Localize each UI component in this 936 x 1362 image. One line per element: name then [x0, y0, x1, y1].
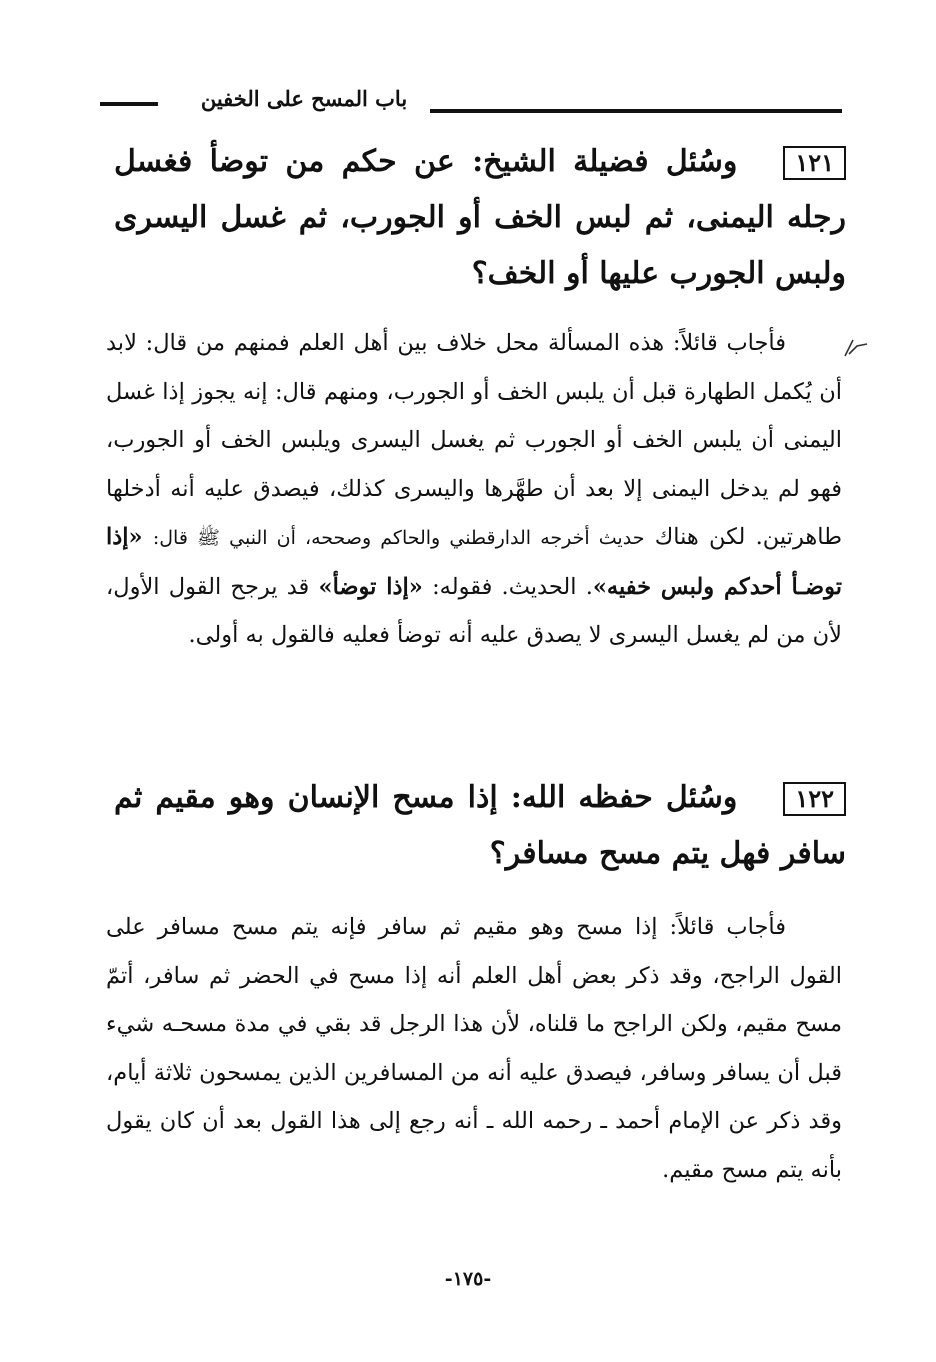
answer-121-part1: فأجاب قائلاً: هذه المسألة محل خلاف بين أهل العلم فمنهم من قال: لابد أن يُكمل الطهارة قبل أن يلبس الخف أو الجورب، ومنهم قال: إنه يجوز إذا غسل اليمنى أن يلبس الخف أو الجورب ثم يغسل اليسرى ويلبس الخف أو الجورب، فهو لم يدخل اليمنى إلا بعد أن طهَّرها واليسرى كذلك، فيصدق عليه أنه أدخلها طاهرتين. لكن هناك — [106, 330, 843, 550]
answer-121-part2: . الحديث. فقوله: — [432, 573, 593, 600]
question-text-122: وسُئل حفظه الله: إذا مسح الإنسان وهو مقيم ثم سافر فهل يتم مسح مسافر؟ — [114, 780, 846, 871]
hadith-text: «إذا توضـأ أحدكم ولبس خفيه» — [106, 524, 842, 600]
question-number-122: ١٢٢ — [783, 782, 846, 816]
question-121 — [114, 134, 846, 302]
header-rule-right — [430, 109, 842, 113]
question-text-121: وسُئل فضيلة الشيخ: عن حكم من توضأ فغسل رجله اليمنى، ثم لبس الخف أو الجورب، ثم غسل اليسرى ولبس الجورب عليها أو الخف؟ — [114, 144, 846, 291]
page-header — [100, 82, 842, 122]
question-number-121: ١٢١ — [783, 146, 846, 180]
answer-121-part3: قد يرجح القول الأول، لأن من لم يغسل اليسرى لا يصدق عليه أنه توضأ فعليه فالقول به أولى. — [106, 573, 842, 648]
chapter-title: باب المسح على الخفين — [200, 86, 408, 111]
hadith-source: حديث أخرجه الدارقطني والحاكم وصححه، أن النبي ﷺ قال: — [152, 527, 645, 549]
answer-121 — [106, 319, 842, 660]
question-122 — [114, 770, 846, 882]
answer-122-text: فأجاب قائلاً: إذا مسح وهو مقيم ثم سافر فإنه يتم مسح مسافر على القول الراجح، وقد ذكر بعض أهل العلم أنه إذا مسح في الحضر ثم سافر، أتمّ مسح مقيم، ولكن الراجح ما قلناه، لأن هذا الرجل قد بقي في مدة مسحـه شيء قبل أن يسافر وسافر، فيصدق عليه أنه من المسافرين الذين يمسحون ثلاثة أيام، وقد ذكر عن الإمام أحمد ـ رحمه الله ـ أنه رجع إلى هذا القول بعد أن كان يقول بأنه يتم مسح مقيم. — [106, 914, 842, 1183]
margin-pen-mark-icon — [843, 334, 869, 360]
header-rule-left — [100, 102, 158, 106]
page-number: -١٧٥- — [444, 1268, 492, 1290]
hadith-quote: «إذا توضأ» — [318, 573, 423, 600]
answer-122 — [106, 903, 842, 1194]
